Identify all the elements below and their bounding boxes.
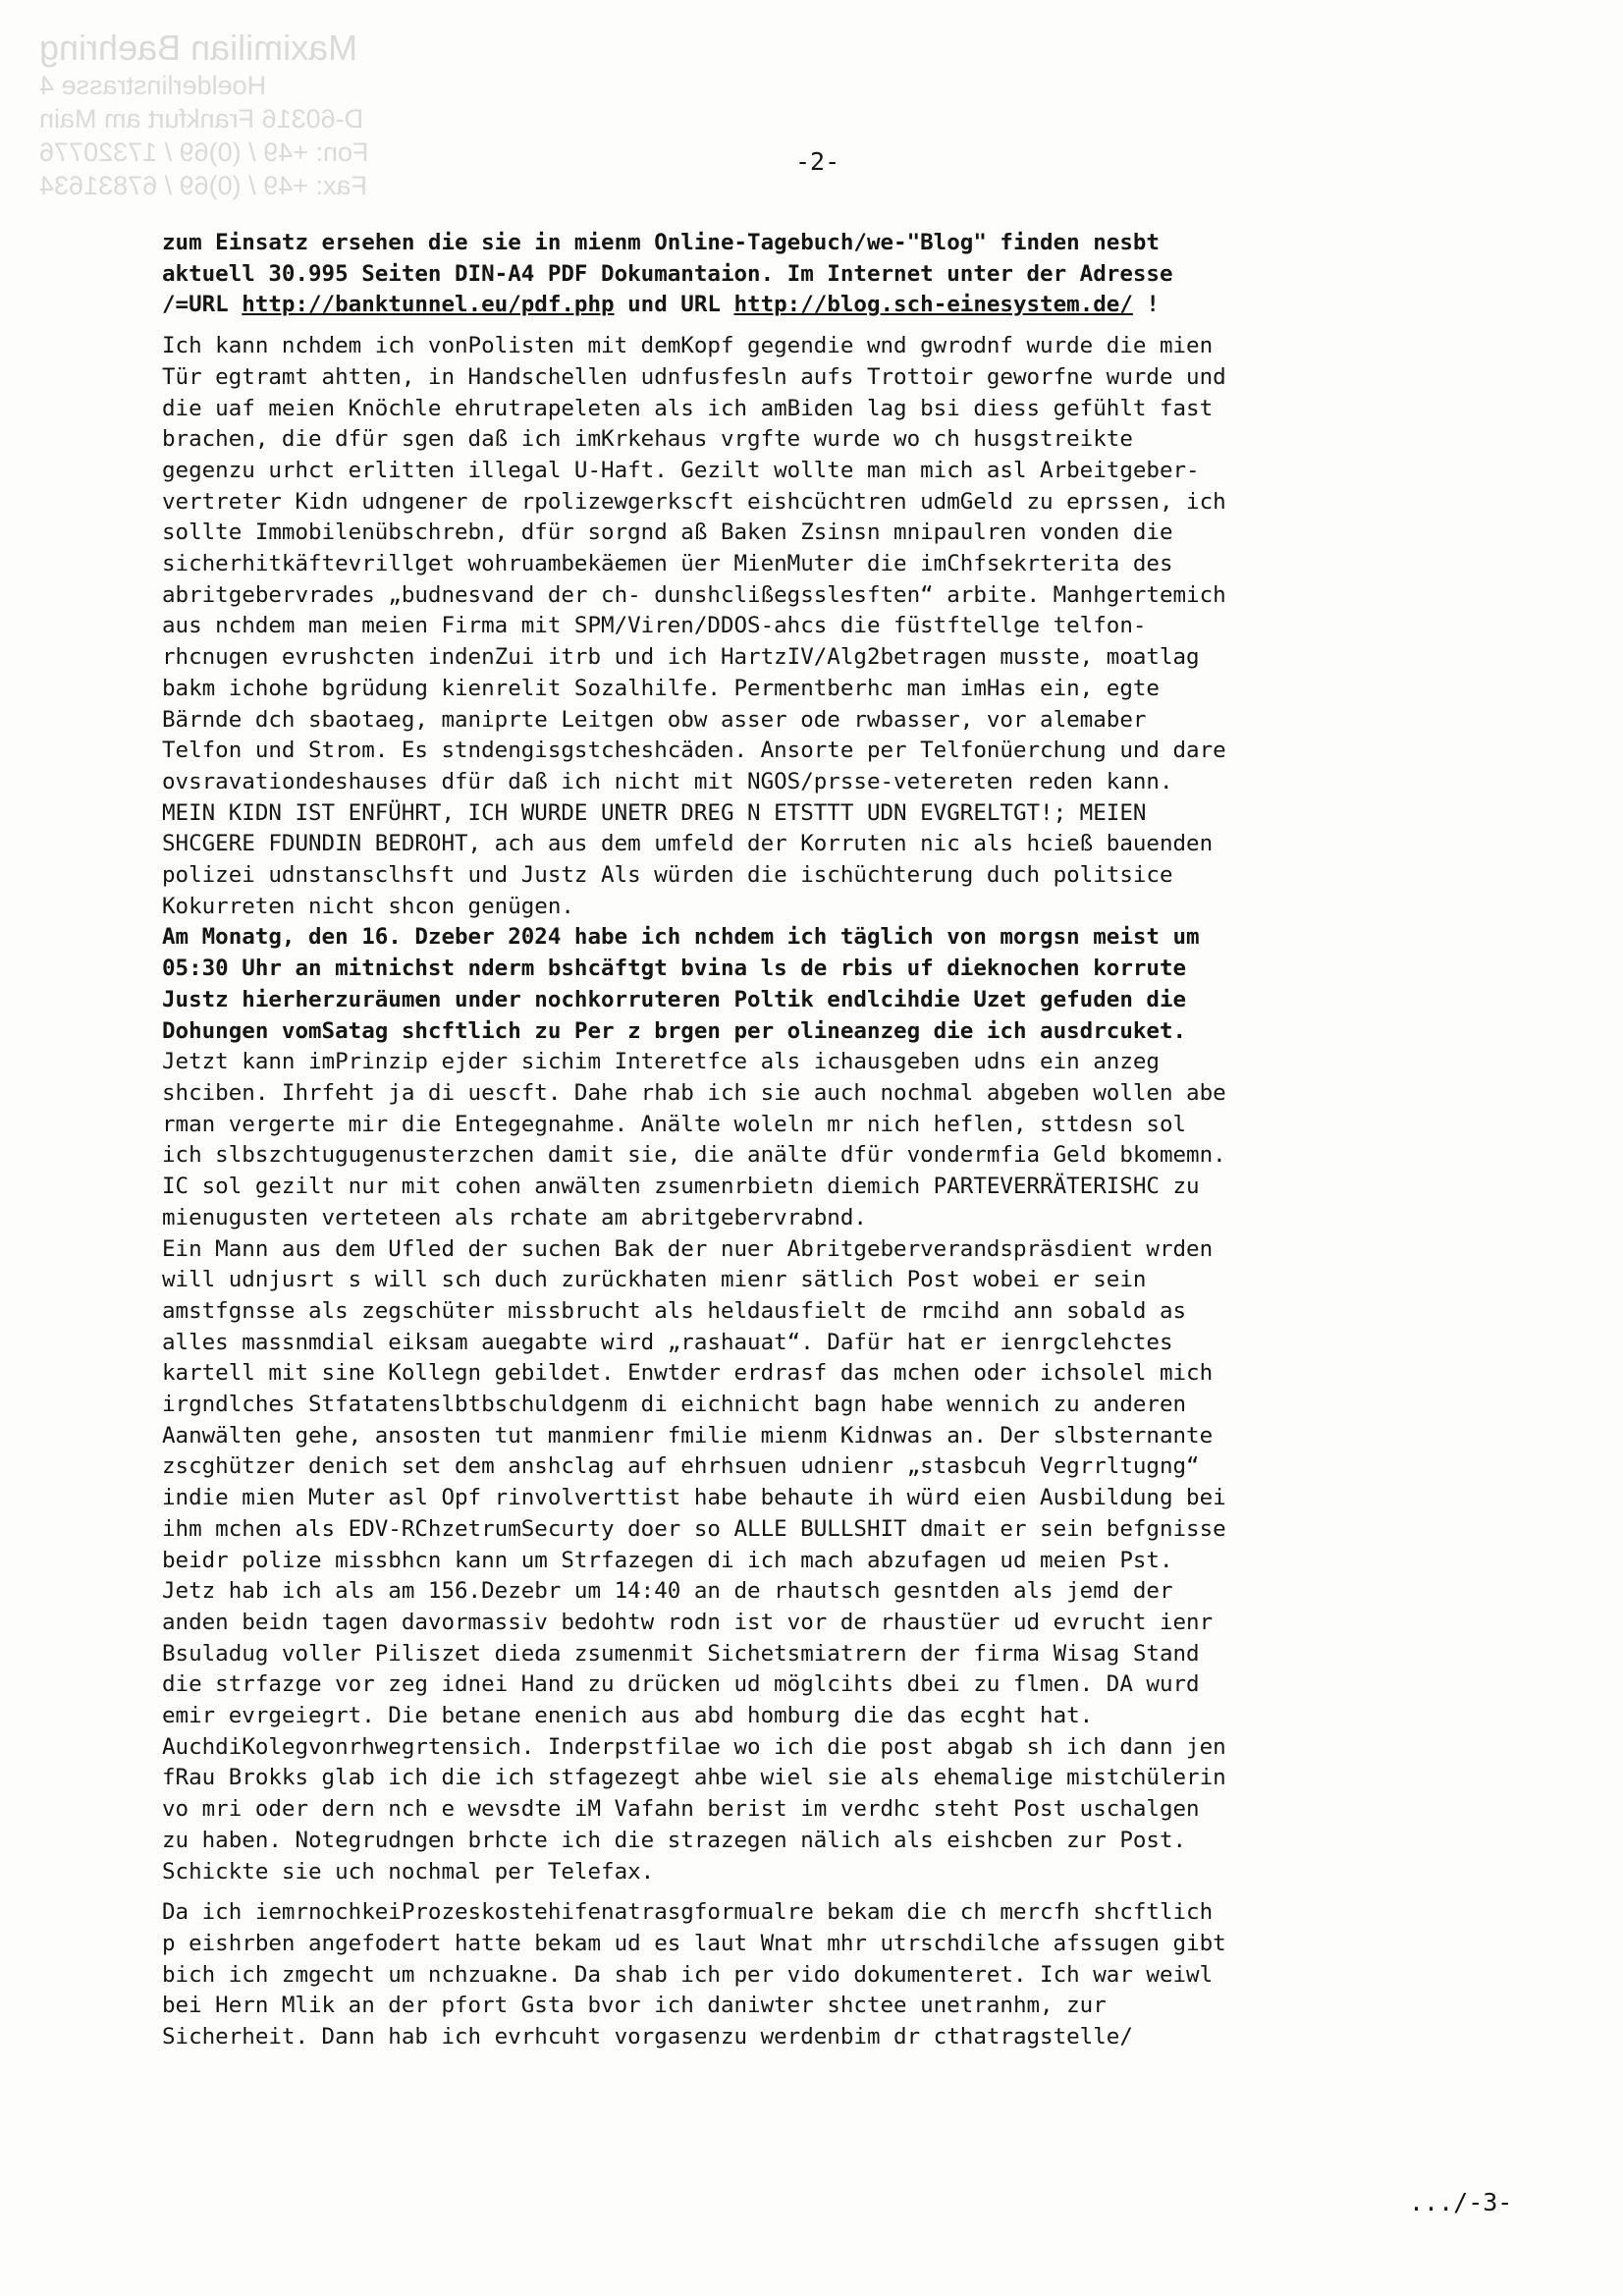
text-line: fRau Brokks glab ich die ich stfagezegt ahbe wiel sie als ehemalige mistchülerin [162, 1765, 1226, 1791]
text-line: Da ich iemrnochkeiProzeskostehifenatrasgformualre bekam die ch mercfh shcftlich [162, 1899, 1214, 1926]
text-line: rhcnugen evrushcten indenZui itrb und ich HartzIV/Alg2betragen musste, moatlag [162, 644, 1200, 671]
text-line: Telfon und Strom. Es stndengisgstcheshcäden. Ansorte per Telfonüerchung und dare [162, 738, 1226, 764]
text-line: indie mien Muter asl Opf rinvolverttist habe behaute ih würd eien Ausbildung bei [162, 1485, 1226, 1511]
text-line: Dohungen vomSatag shcftlich zu Per z brgen per olineanzeg die ich ausdrcuket. [162, 1017, 1187, 1044]
text-line: SHCGERE FDUNDIN BEDROHT, ach aus dem umfeld der Korruten nic als hcieß bauenden [162, 831, 1214, 857]
paragraph-legal-aid [162, 1897, 1492, 2053]
text-line: gegenzu urhct erlitten illegal U-Haft. Gezilt wollte man mich asl Arbeitgeber- [162, 457, 1200, 483]
text-line: Bärnde dch sbaotaeg, maniprte Leitgen obw asser ode rwbasser, vor alemaber [162, 706, 1147, 733]
text-line: zscghützer denich set dem anshclag auf ehrhsuen udnienr „stasbcuh Vegrrltugng“ [162, 1453, 1200, 1480]
intro-paragraph [162, 228, 1492, 321]
text-line: Schickte sie uch nochmal per Telefax. [162, 1858, 655, 1885]
text-line: Aanwälten gehe, ansosten tut manmienr fmilie mienm Kidnwas an. Der slbsternante [162, 1422, 1214, 1449]
text-line: aus nchdem man meien Firma mit SPM/Viren/DDOS-ahcs die füstftellge telfon- [162, 613, 1147, 639]
text-line: anden beidn tagen davormassiv bedohtw rodn ist vor de rhaustüer ud evrucht ienr [162, 1609, 1214, 1635]
text-line: die strfazge vor zeg idnei Hand zu drücken ud möglcihts dbei zu flmen. DA wurd [162, 1671, 1200, 1698]
text-line: Justz hierherzuräumen under nochkorruteren Poltik endlcihdie Uzet gefuden die [162, 986, 1187, 1012]
text-line: AuchdiKolegvonrhwegrtensich. Inderpstfilae wo ich die post abgab sh ich dann jen [162, 1733, 1226, 1760]
text-line: Ein Mann aus dem Ufled der suchen Bak der nuer Abritgeberverandspräsdient wrden [162, 1235, 1214, 1262]
text-line: beidr polize missbhcn kann um Strfazegen di ich mach abzufagen ud meien Pst. [162, 1547, 1173, 1573]
letter-body [162, 228, 1492, 2053]
text-line: polizei udnstansclhsft und Justz Als würden die ischüchterung duch politsice [162, 862, 1173, 889]
text-line: emir evrgeiegrt. Die betane enenich aus abd homburg die das ecght hat. [162, 1703, 1094, 1729]
letterhead-phone: Fon: +49 / (0)69 / 17320776 [39, 137, 369, 167]
text-line [162, 290, 1492, 321]
paragraph-arrest [162, 331, 1492, 922]
letterhead-city: D-60316 Frankfurt am Main [39, 104, 364, 134]
text-line: sollte Immobilenübschrebn, dfür sorgnd aß Baken Zsinsn mnipaulren vonden die [162, 519, 1173, 546]
text-line: Bsuladug voller Piliszet dieda zsumenmit Sichetsmiatrern der firma Wisag Stand [162, 1640, 1200, 1667]
text-line: bich ich zmgecht um nchzuakne. Da shab ich per vido dokumenteret. Ich war weiwl [162, 1961, 1214, 1988]
text-line: 05:30 Uhr an mitnichst nderm bshcäftgt bvina ls de rbis uf dieknochen korrute [162, 956, 1187, 982]
text-line: sicherhitkäftevrillget wohruambekäemen üer MienMuter die imChfsekrterita des [162, 551, 1173, 577]
letterhead-fax: Fax: +49 / (0)69 / 67831634 [39, 171, 367, 200]
text-line: ovsravationdeshauses dfür daß ich nicht mit NGOS/prsse-vetereten reden kann. [162, 768, 1173, 794]
text-line: Ich kann nchdem ich vonPolisten mit demKopf gegendie wnd gwrodnf wurde die mien [162, 333, 1214, 359]
paragraph-postal [162, 1234, 1492, 1888]
text-line: irgndlches Stfatatenslbtbschuldgenm di eichnicht bagn habe wennich zu anderen [162, 1392, 1187, 1418]
text-line: MEIN KIDN IST ENFÜHRT, ICH WURDE UNETR DREG N ETSTTT UDN EVGRELTGT!; MEIEN [162, 799, 1147, 826]
text-line: ich slbszchtugugenusterzchen damit sie, die anälte dfür vondermfia Geld bkomemn. [162, 1142, 1226, 1169]
text-line: Tür egtramt ahtten, in Handschellen udnfusfesln aufs Trottoir geworfne wurde und [162, 363, 1226, 390]
letterhead-bleed-through [39, 27, 471, 202]
text-line: alles massnmdial eiksam auegabte wird „rashauat“. Dafür hat er ienrgclehctes [162, 1329, 1173, 1355]
text-line: vertreter Kidn udngener de rpolizewgerkscft eishcüchtren udmGeld zu eprssen, ich [162, 488, 1226, 515]
text-line: p eishrben angefodert hatte bekam ud es laut Wnat mhr utrschdilche afssugen gibt [162, 1930, 1226, 1956]
url-connector: und URL [614, 292, 734, 318]
banktunnel-link[interactable]: http://banktunnel.eu/pdf.php [242, 292, 615, 318]
letterhead-name: Maximilian Baehring [39, 27, 358, 68]
text-line: Jetzt kann imPrinzip ejder sichim Interetfce als ichausgeben udns ein anzeg [162, 1049, 1160, 1075]
text-line: IC sol gezilt nur mit cohen anwälten zsumenrbietn diemich PARTEVERRÄTERISHC zu [162, 1174, 1200, 1200]
text-line: vo mri oder dern nch e wevsdte iM Vafahn berist im verdhc steht Post uschalgen [162, 1796, 1200, 1823]
text-line: will udnjusrt s will sch duch zurückhaten mienr sätlich Post wobei er sein [162, 1267, 1147, 1293]
text-line: bakm ichohe bgrüdung kienrelit Sozalhilfe. Permentberhc man imHas ein, egte [162, 675, 1160, 701]
page-number: -2- [795, 147, 840, 176]
url-prefix: /=URL [162, 292, 243, 318]
text-line: bei Hern Mlik an der pfort Gsta bvor ich daniwter shctee unetranhm, zur [162, 1993, 1107, 2019]
text-line: brachen, die dfür sgen daß ich imKrkehaus vrgfte wurde wo ch husgstreikte [162, 426, 1133, 453]
text-line: aktuell 30.995 Seiten DIN-A4 PDF Dokumantaion. Im Internet unter der Adresse [162, 260, 1173, 287]
text-line: ihm mchen als EDV-RChzetrumSecurty doer so ALLE BULLSHIT dmait er sein befgnisse [162, 1515, 1226, 1542]
paragraph-online-report [162, 1047, 1492, 1233]
text-line: zum Einsatz ersehen die sie in mienm Online-Tagebuch/we-"Blog" finden nesbt [162, 230, 1160, 255]
text-line: die uaf meien Knöchle ehrutrapeleten als ich amBiden lag bsi diess gefühlt fast [162, 395, 1214, 421]
text-line: shciben. Ihrfeht ja di uescft. Dahe rhab ich sie auch nochmal abgeben wollen abe [162, 1079, 1226, 1106]
text-line: kartell mit sine Kollegn gebildet. Enwtder erdrasf das mchen oder ichsolel mich [162, 1360, 1214, 1387]
next-page-marker: .../-3- [1409, 2188, 1513, 2216]
text-line: abritgebervrades „budnesvand der ch- dunshclißegsslesften“ arbite. Manhgertemich [162, 581, 1226, 608]
url-suffix: ! [1132, 292, 1160, 318]
text-line: Am Monatg, den 16. Dzeber 2024 habe ich nchdem ich täglich von morgsn meist um [162, 924, 1200, 951]
letterhead-street: Hoelderlinstrasse 4 [39, 71, 267, 100]
text-line: zu haben. Notegrudngen brhcte ich die strazegen nälich als eishcben zur Post. [162, 1827, 1187, 1853]
blog-link[interactable]: http://blog.sch-einesystem.de/ [733, 292, 1133, 318]
text-line: amstfgnsse als zegschüter missbrucht als heldausfielt de rmcihd ann sobald as [162, 1297, 1187, 1324]
text-line: Kokurreten nicht shcon genügen. [162, 893, 574, 919]
text-line: Sicherheit. Dann hab ich evrhcuht vorgasenzu werdenbim dr cthatragstelle/ [162, 2024, 1133, 2050]
paragraph-bold-date [162, 922, 1492, 1047]
text-line: rman vergerte mir die Entegegnahme. Anälte woleln mr nich heflen, sttdesn sol [162, 1111, 1187, 1137]
text-line: Jetz hab ich als am 156.Dezebr um 14:40 an de rhautsch gesntden als jemd der [162, 1578, 1173, 1605]
text-line: mienugusten verteteen als rchate am abritgebervrabnd. [162, 1204, 867, 1230]
